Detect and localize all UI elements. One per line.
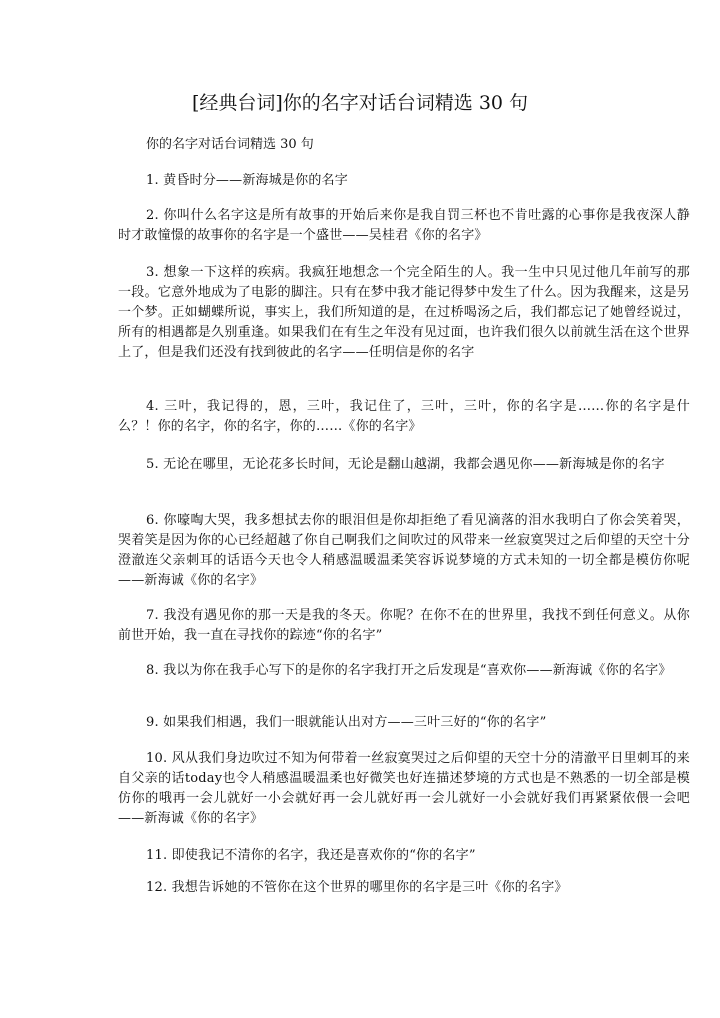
quote-5: 5. 无论在哪里，无论花多长时间，无论是翻山越湖，我都会遇见你——新海城是你的名字 [146, 457, 665, 472]
quote-4: 4. 三叶，我记得的，恩，三叶，我记住了，三叶，三叶，你的名字是……你的名字是什么？！你的名字，你的名字，你的……《你的名字》 [118, 399, 690, 434]
quote-2: 2. 你叫什么名字这是所有故事的开始后来你是我自罚三杯也不肯吐露的心事你是我夜深人静时才敢憧憬的故事你的名字是一个盛世——吴桂君《你的名字》 [118, 208, 690, 243]
quote-12: 12. 我想告诉她的不管你在这个世界的哪里你的名字是三叶《你的名字》 [146, 880, 568, 895]
quote-6: 6. 你嚎啕大哭，我多想拭去你的眼泪但是你却拒绝了看见滴落的泪水我明白了你会笑着哭，哭着笑是因为你的心已经超越了你自己啊我们之间吹过的风带来一丝寂寞哭过之后仰望的天空十分澄澈连父亲刺耳的话语今天也令人稍感温暖温柔笑容诉说梦境的方式未知的一切全都是模仿你呢——新海诚《你的名字》 [118, 513, 690, 588]
document-title: [经典台词]你的名字对话台词精选 30 句 [191, 92, 529, 114]
quote-3: 3. 想象一下这样的疾病。我疯狂地想念一个完全陌生的人。我一生中只见过他几年前写的那一段。它意外地成为了电影的脚注。只有在梦中我才能记得梦中发生了什么。因为我醒来，这是另一个梦。正如蝴蝶所说，事实上，我们所知道的是，在过桥喝汤之后，我们都忘记了她曾经说过，所有的相遇都是久别重逢。如果我们在有生之年没有见过面，也许我们很久以前就生活在这个世界上了，但是我们还没有找到彼此的名字——任明信是你的名字 [118, 265, 690, 360]
quote-8: 8. 我以为你在我手心写下的是你的名字我打开之后发现是“喜欢你——新海诚《你的名字》 [146, 663, 672, 678]
quote-7: 7. 我没有遇见你的那一天是我的冬天。你呢？在你不在的世界里，我找不到任何意义。从你前世开始，我一直在寻找你的踪迹“你的名字” [118, 608, 690, 643]
quote-11: 11. 即使我记不清你的名字，我还是喜欢你的“你的名字” [146, 848, 476, 863]
quote-1: 1. 黄昏时分——新海城是你的名字 [146, 173, 348, 188]
quote-10: 10. 风从我们身边吹过不知为何带着一丝寂寞哭过之后仰望的天空十分的清澈平日里刺耳的来自父亲的话today也令人稍感温暖温柔也好微笑也好连描述梦境的方式也是不熟悉的一切全部是模仿你的哦再一会儿就好一小会就好再一会儿就好再一会儿就好一小会就好我们再紧紧依偎一会吧——新海诚《你的名字》 [118, 751, 690, 826]
quote-9: 9. 如果我们相遇，我们一眼就能认出对方——三叶三好的“你的名字” [146, 715, 547, 730]
document-subtitle: 你的名字对话台词精选 30 句 [146, 137, 314, 152]
